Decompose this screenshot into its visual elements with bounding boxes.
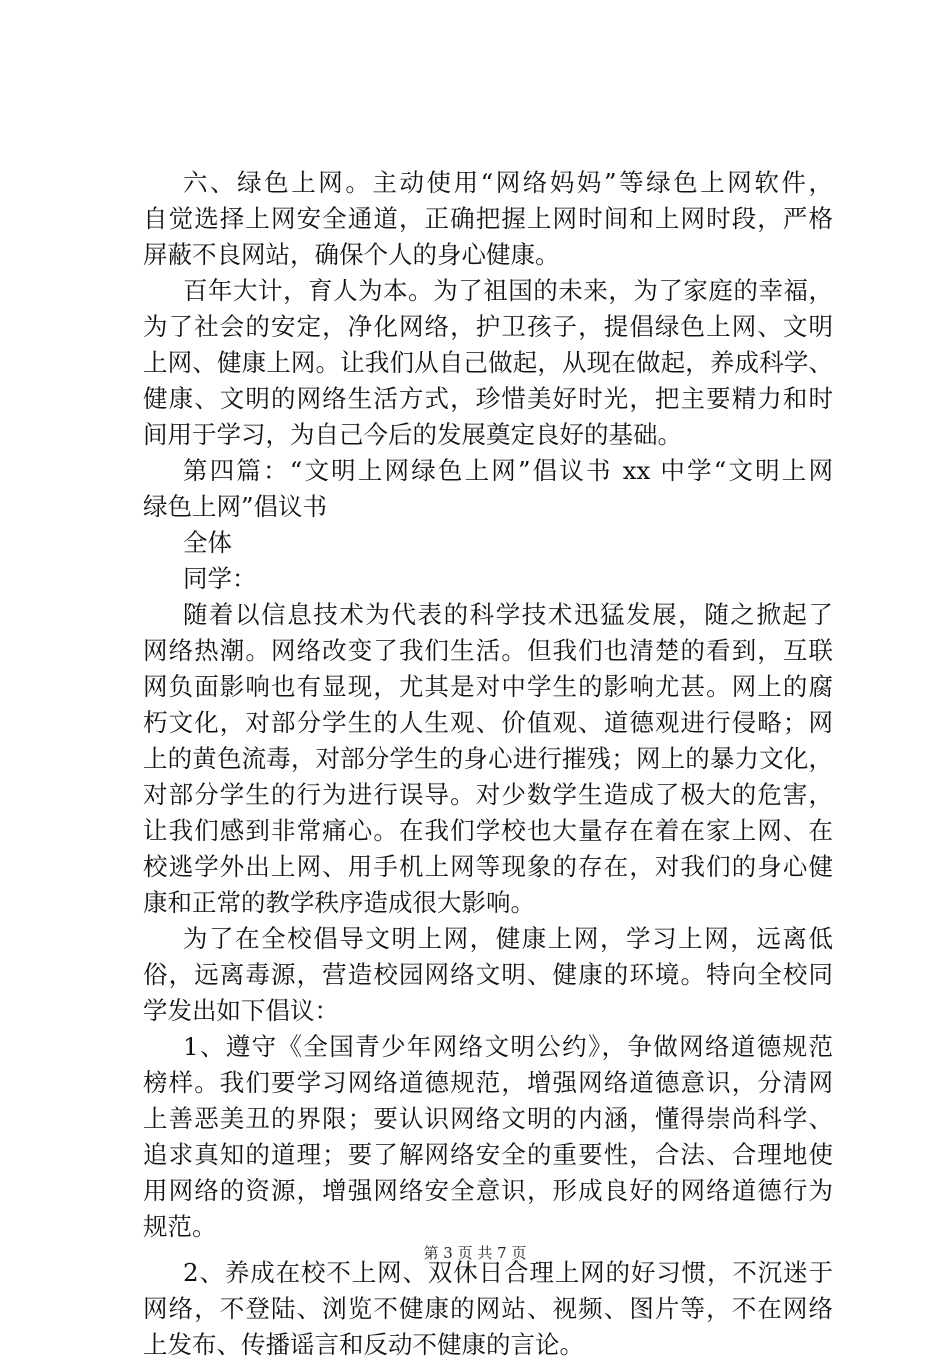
paragraph-line: 为了社会的安定，净化网络，护卫孩子，提倡绿色上网、文明 (143, 312, 833, 341)
paragraph-line: 上发布、传播谣言和反动不健康的言论。 (143, 1330, 584, 1359)
paragraph-line: 校逃学外出上网、用手机上网等现象的存在，对我们的身心健 (143, 852, 833, 881)
paragraph-line: 全体 (183, 528, 232, 557)
paragraph-line: 为了在全校倡导文明上网，健康上网，学习上网，远离低 (183, 924, 833, 953)
paragraph (143, 165, 833, 273)
paragraph-line: 1、遵守《全国青少年网络文明公约》，争做网络道德规范 (183, 1032, 833, 1061)
paragraph-line: 俗，远离毒源，营造校园网络文明、健康的环境。特向全校同 (143, 960, 833, 989)
paragraph-line: 第四篇：“文明上网绿色上网”倡议书 xx 中学“文明上网 (183, 456, 833, 485)
paragraph-line: 同学： (183, 564, 257, 593)
paragraph-line: 间用于学习，为自己今后的发展奠定良好的基础。 (143, 420, 682, 449)
paragraph-line: 健康、文明的网络生活方式，珍惜美好时光，把主要精力和时 (143, 384, 833, 413)
paragraph (143, 273, 833, 453)
paragraph (143, 1255, 833, 1363)
paragraph-line: 用网络的资源，增强网络安全意识，形成良好的网络道德行为 (143, 1176, 833, 1205)
paragraph (143, 921, 833, 1029)
paragraph-line: 自觉选择上网安全通道，正确把握上网时间和上网时段，严格 (143, 204, 833, 233)
paragraph-line: 上的黄色流毒，对部分学生的身心进行摧残；网上的暴力文化， (143, 744, 833, 773)
paragraph (143, 561, 833, 597)
document-body (143, 165, 833, 1363)
paragraph-line: 网络热潮。网络改变了我们生活。但我们也清楚的看到，互联 (143, 636, 833, 665)
paragraph-line: 绿色上网”倡议书 (143, 492, 328, 521)
paragraph-line: 规范。 (143, 1212, 217, 1241)
paragraph-line: 对部分学生的行为进行误导。对少数学生造成了极大的危害， (143, 780, 833, 809)
paragraph (143, 453, 833, 525)
paragraph-line: 让我们感到非常痛心。在我们学校也大量存在着在家上网、在 (143, 816, 833, 845)
paragraph (143, 1029, 833, 1245)
paragraph-line: 网负面影响也有显现，尤其是对中学生的影响尤甚。网上的腐 (143, 672, 833, 701)
paragraph (143, 597, 833, 921)
paragraph-line: 百年大计，育人为本。为了祖国的未来，为了家庭的幸福， (183, 276, 833, 305)
paragraph-line: 2、养成在校不上网、双休日合理上网的好习惯，不沉迷于 (183, 1258, 833, 1287)
paragraph-line: 随着以信息技术为代表的科学技术迅猛发展，随之掀起了 (183, 600, 833, 629)
paragraph-line: 上网、健康上网。让我们从自己做起，从现在做起，养成科学、 (143, 348, 833, 377)
paragraph-line: 上善恶美丑的界限；要认识网络文明的内涵，懂得崇尚科学、 (143, 1104, 833, 1133)
paragraph-line: 康和正常的教学秩序造成很大影响。 (143, 888, 535, 917)
paragraph-line: 榜样。我们要学习网络道德规范，增强网络道德意识，分清网 (143, 1068, 833, 1097)
paragraph-line: 网络，不登陆、浏览不健康的网站、视频、图片等，不在网络 (143, 1294, 833, 1323)
paragraph-line: 屏蔽不良网站，确保个人的身心健康。 (143, 240, 560, 269)
paragraph-line: 学发出如下倡议： (143, 996, 339, 1025)
paragraph (143, 525, 833, 561)
paragraph-line: 追求真知的道理；要了解网络安全的重要性，合法、合理地使 (143, 1140, 833, 1169)
paragraph-line: 朽文化，对部分学生的人生观、价值观、道德观进行侵略；网 (143, 708, 833, 737)
page-footer: 第 3 页 共 7 页 (423, 1244, 527, 1262)
paragraph-line: 六、绿色上网。主动使用“网络妈妈”等绿色上网软件， (183, 168, 833, 197)
